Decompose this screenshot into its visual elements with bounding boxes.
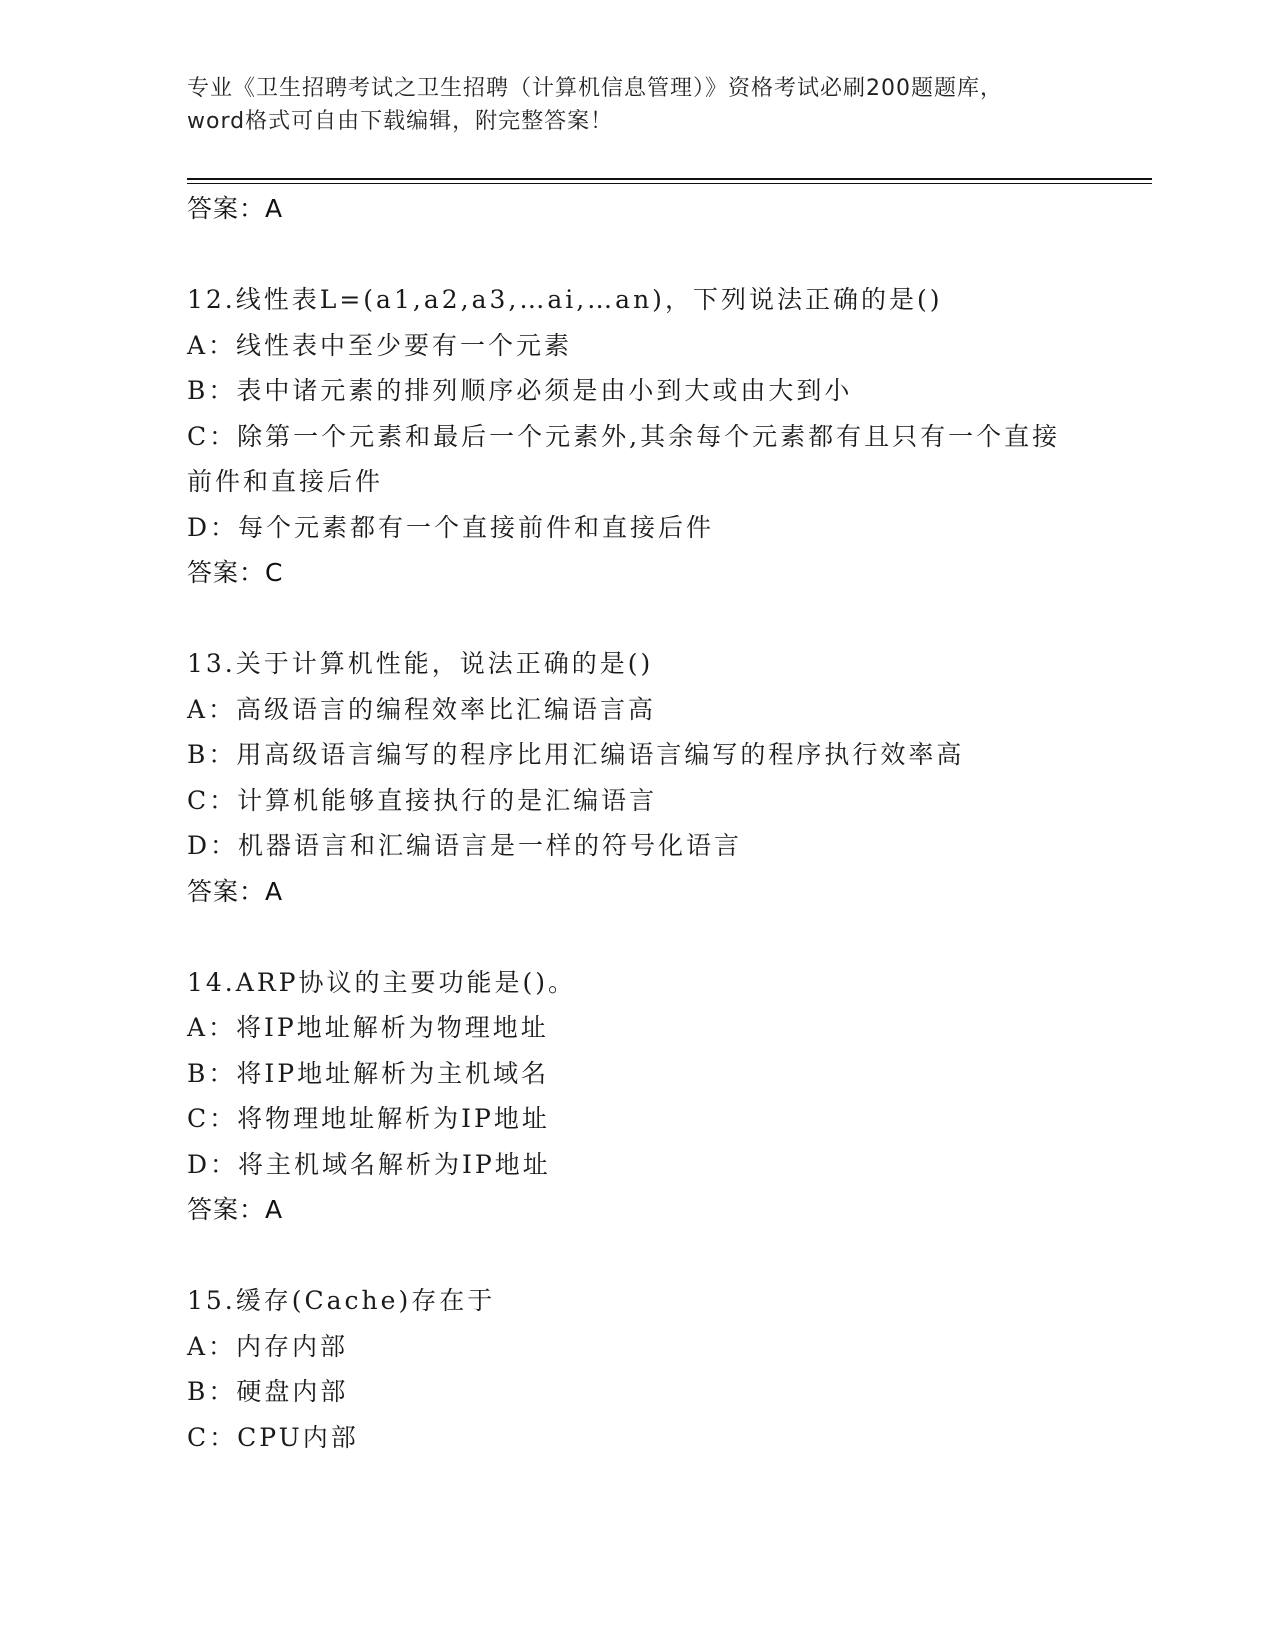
block-gap	[187, 231, 1107, 277]
block-gap	[187, 914, 1107, 960]
question-13	[187, 641, 1107, 914]
option-b: B：表中诸元素的排列顺序必须是由小到大或由大到小	[187, 376, 853, 405]
answer-line: 答案：A	[187, 876, 284, 906]
option-b: B：硬盘内部	[187, 1377, 349, 1406]
block-gap	[187, 1232, 1107, 1278]
option-a: A：内存内部	[187, 1331, 349, 1361]
header-divider-thick	[187, 178, 1152, 180]
option-c: C：除第一个元素和最后一个元素外,其余每个元素都有且只有一个直接前件和直接后件	[187, 421, 1061, 496]
option-d: D：将主机域名解析为IP地址	[187, 1149, 551, 1179]
question-text: 12.线性表L=(a1,a2,a3,…ai,…an)，下列说法正确的是()	[187, 285, 943, 314]
question-14	[187, 960, 1107, 1233]
header-line-2: word格式可自由下载编辑，附完整答案！	[187, 109, 614, 134]
option-c: C：CPU内部	[187, 1422, 359, 1452]
question-15	[187, 1278, 1107, 1460]
option-c: C：计算机能够直接执行的是汇编语言	[187, 785, 658, 815]
option-c: C：将物理地址解析为IP地址	[187, 1104, 550, 1133]
question-text: 15.缓存(Cache)存在于	[187, 1286, 496, 1315]
answer-line: 答案：A	[187, 194, 284, 223]
option-a: A：线性表中至少要有一个元素	[187, 330, 573, 360]
option-a: A：将IP地址解析为物理地址	[187, 1013, 549, 1042]
option-d: D：机器语言和汇编语言是一样的符号化语言	[187, 831, 743, 860]
option-b: B：将IP地址解析为主机域名	[187, 1058, 550, 1088]
question-text: 14.ARP协议的主要功能是()。	[187, 967, 576, 997]
answer-line: 答案：C	[187, 558, 284, 587]
question-list	[187, 186, 1107, 1460]
header-divider-thin	[187, 183, 1152, 184]
option-a: A：高级语言的编程效率比汇编语言高	[187, 694, 657, 724]
option-b: B：用高级语言编写的程序比用汇编语言编写的程序执行效率高	[187, 740, 965, 769]
question-12	[187, 277, 1107, 595]
document-header	[187, 72, 1087, 138]
question-text: 13.关于计算机性能，说法正确的是()	[187, 649, 654, 678]
header-line-1: 专业《卫生招聘考试之卫生招聘（计算机信息管理）》资格考试必刷200题题库，	[187, 76, 1003, 101]
block-gap	[187, 595, 1107, 641]
answer-line: 答案：A	[187, 1195, 284, 1224]
option-d: D：每个元素都有一个直接前件和直接后件	[187, 512, 715, 542]
